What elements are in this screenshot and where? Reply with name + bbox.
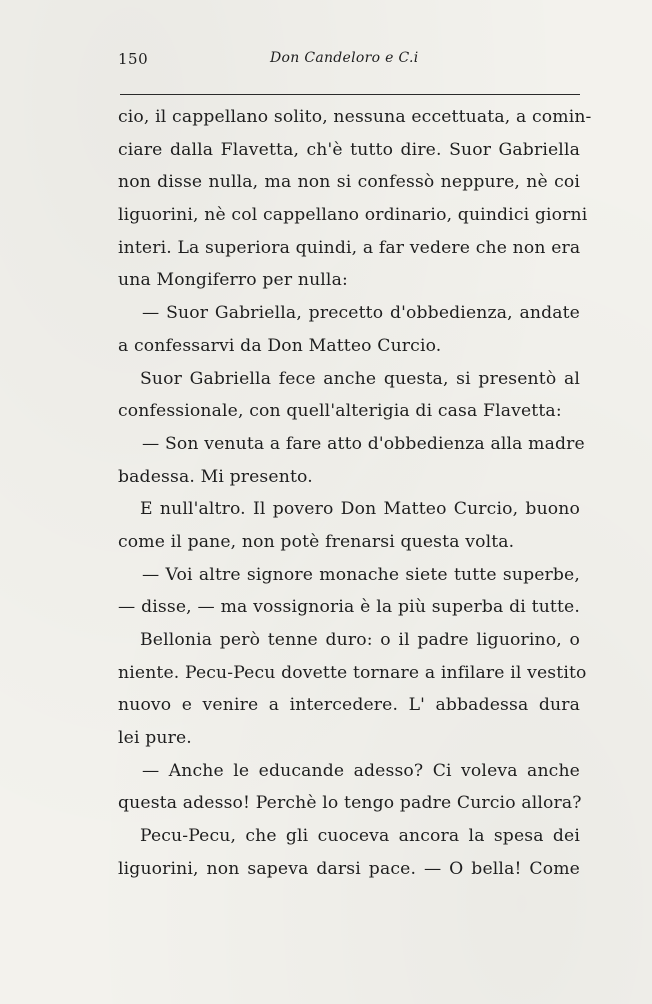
text-line: ciare dalla Flavetta, ch'è tutto dire. Suor Gabriella [118,139,580,160]
text-line: — Son venuta a fare atto d'obbedienza alla madre [142,433,585,454]
running-title: Don Candeloro e C.i [270,50,419,66]
text-line: nuovo e venire a intercedere. L' abbadessa dura [118,695,580,716]
text-line: una Mongiferro per nulla: [118,270,348,291]
page-header [118,50,578,74]
text-line: interi. La superiora quindi, a far vedere che non era [118,237,581,258]
text-line: Pecu-Pecu, che gli cuoceva ancora la spesa dei [140,826,580,847]
text-line: — Anche le educande adesso? Ci voleva anche [142,760,580,781]
text-line: confessionale, con quell'alterigia di casa Flavetta: [118,401,562,422]
text-line: questa adesso! Perchè lo tengo padre Curcio allora? [118,793,582,814]
text-line: — Voi altre signore monache siete tutte superbe, [142,564,580,585]
text-line: liguorini, nè col cappellano ordinario, quindici giorni [118,205,588,226]
text-line: Bellonia però tenne duro: o il padre liguorino, o [140,630,580,650]
text-line: liguorini, non sapeva darsi pace. — O bella! Come [118,858,580,879]
text-line: Suor Gabriella fece anche questa, si presentò al [140,368,580,389]
text-line: a confessarvi da Don Matteo Curcio. [118,335,442,356]
text-line: niente. Pecu-Pecu dovette tornare a infilare il vestito [118,662,587,683]
text-line: — Suor Gabriella, precetto d'obbedienza, andate [142,303,580,324]
text-line: — disse, — ma vossignoria è la più superba di tutte. [118,597,580,618]
header-rule [120,94,580,95]
text-line: lei pure. [118,728,192,749]
text-line: come il pane, non potè frenarsi questa volta. [118,531,515,552]
body-text [118,101,592,886]
text-line: badessa. Mi presento. [118,466,313,487]
text-line: cio, il cappellano solito, nessuna eccettuata, a comin- [118,107,592,127]
text-line: E null'altro. Il povero Don Matteo Curcio, buono [140,499,580,520]
page-number: 150 [118,50,149,68]
text-line: non disse nulla, ma non si confessò neppure, nè coi [118,172,580,193]
